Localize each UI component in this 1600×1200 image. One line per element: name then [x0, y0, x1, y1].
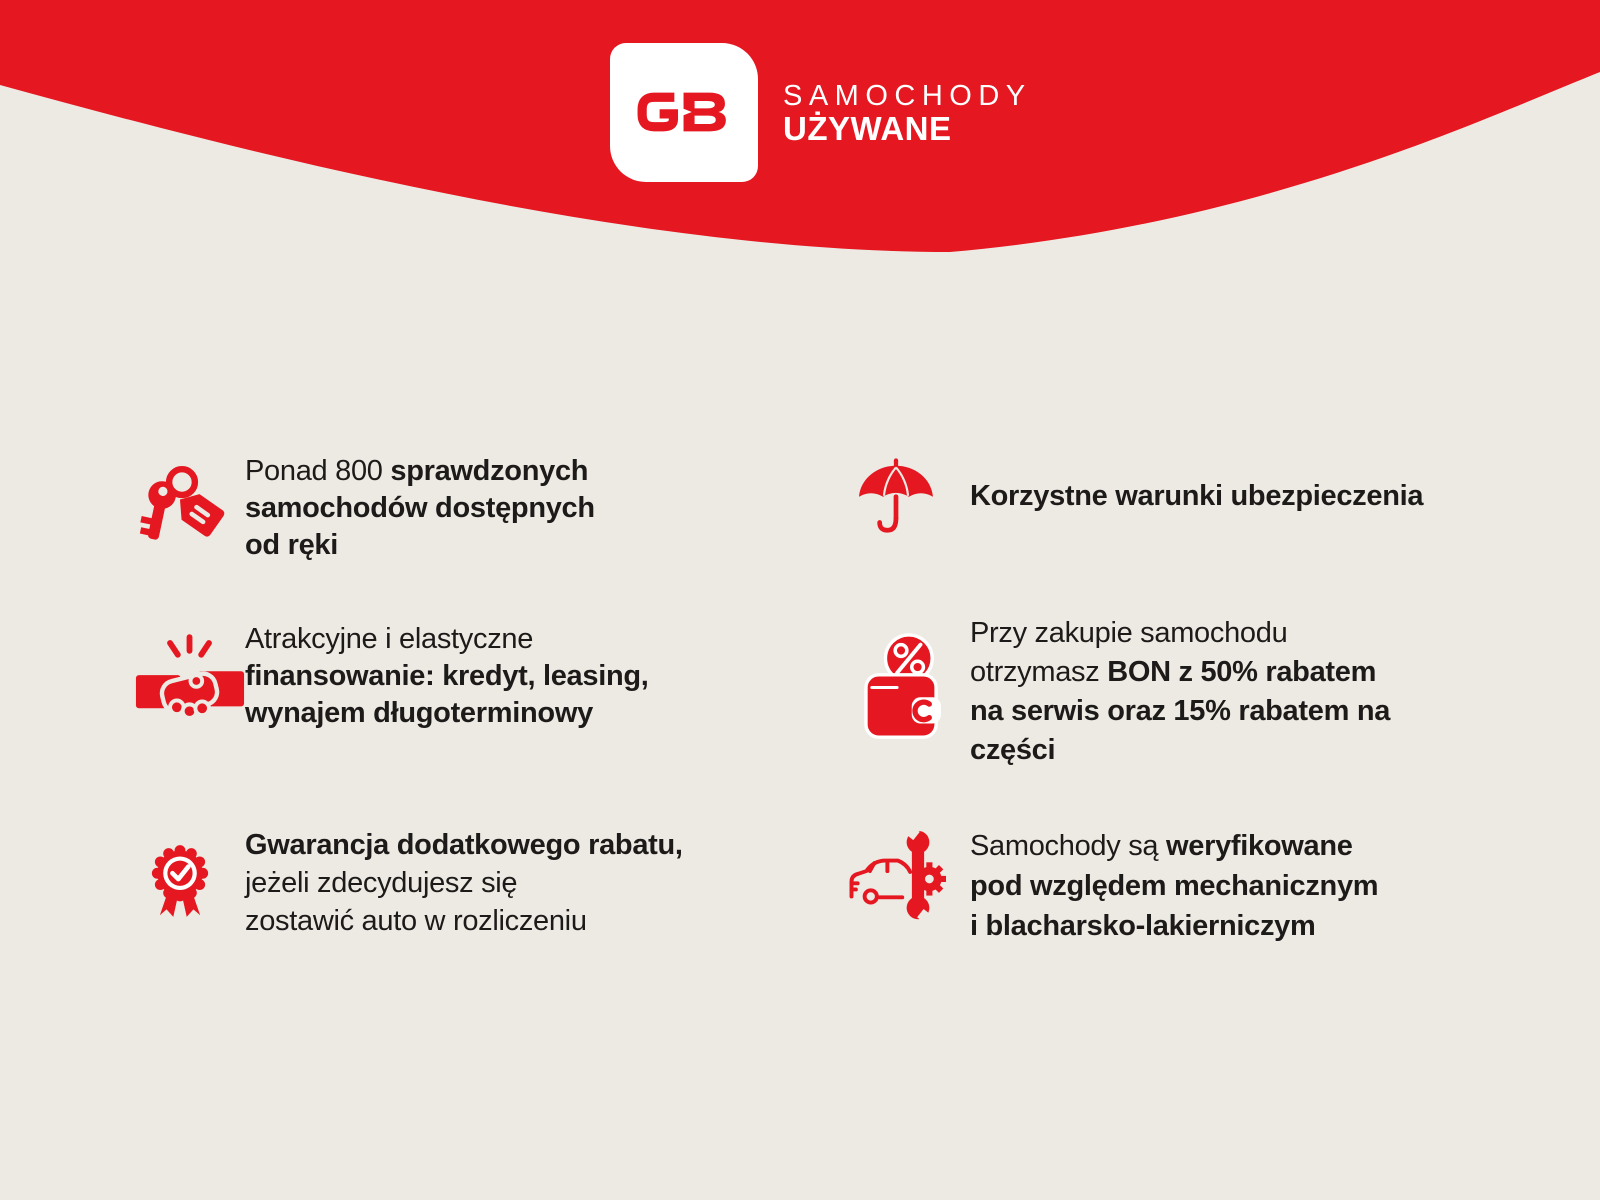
gb-monogram-icon: [633, 89, 735, 135]
brand-line-2: UŻYWANE: [783, 110, 952, 147]
feature-text-financing: [245, 621, 649, 732]
feature-line: części: [970, 734, 1056, 766]
feature-line: Przy zakupie samochodu: [970, 617, 1288, 649]
umbrella-icon: [853, 458, 939, 544]
feature-line: od ręki: [245, 529, 338, 561]
feature-text-availability: [245, 453, 595, 564]
feature-line: Gwarancja dodatkowego rabatu,: [245, 829, 683, 861]
car-service-icon: [848, 818, 946, 932]
feature-text-insurance: [970, 478, 1423, 515]
award-badge-icon: [138, 834, 222, 936]
wallet-discount-icon: [858, 632, 946, 744]
feature-line: Atrakcyjne i elastyczne: [245, 623, 534, 655]
feature-line: jeżeli zdecydujesz się: [245, 867, 518, 899]
key-with-tag-icon: [136, 460, 228, 552]
brand-line-1: SAMOCHODY: [783, 80, 1032, 112]
feature-line: samochodów dostępnych: [245, 492, 595, 524]
feature-line: wynajem długoterminowy: [245, 697, 593, 729]
feature-line: i blacharsko-lakierniczym: [970, 910, 1316, 942]
feature-line: zostawić auto w rozliczeniu: [245, 905, 587, 937]
feature-line: pod względem mechanicznym: [970, 870, 1379, 902]
feature-line: na serwis oraz 15% rabatem na: [970, 695, 1391, 727]
feature-line: otrzymasz BON z 50% rabatem: [970, 656, 1377, 688]
feature-line: finansowanie: kredyt, leasing,: [245, 660, 649, 692]
feature-line: Korzystne warunki ubezpieczenia: [970, 480, 1424, 512]
feature-line: Samochody są weryfikowane: [970, 830, 1353, 862]
feature-text-bonus: [970, 614, 1390, 770]
handshake-icon: [134, 632, 246, 730]
feature-text-verification: [970, 826, 1378, 946]
feature-line: Ponad 800 sprawdzonych: [245, 455, 589, 487]
feature-text-guarantee: [245, 826, 683, 940]
